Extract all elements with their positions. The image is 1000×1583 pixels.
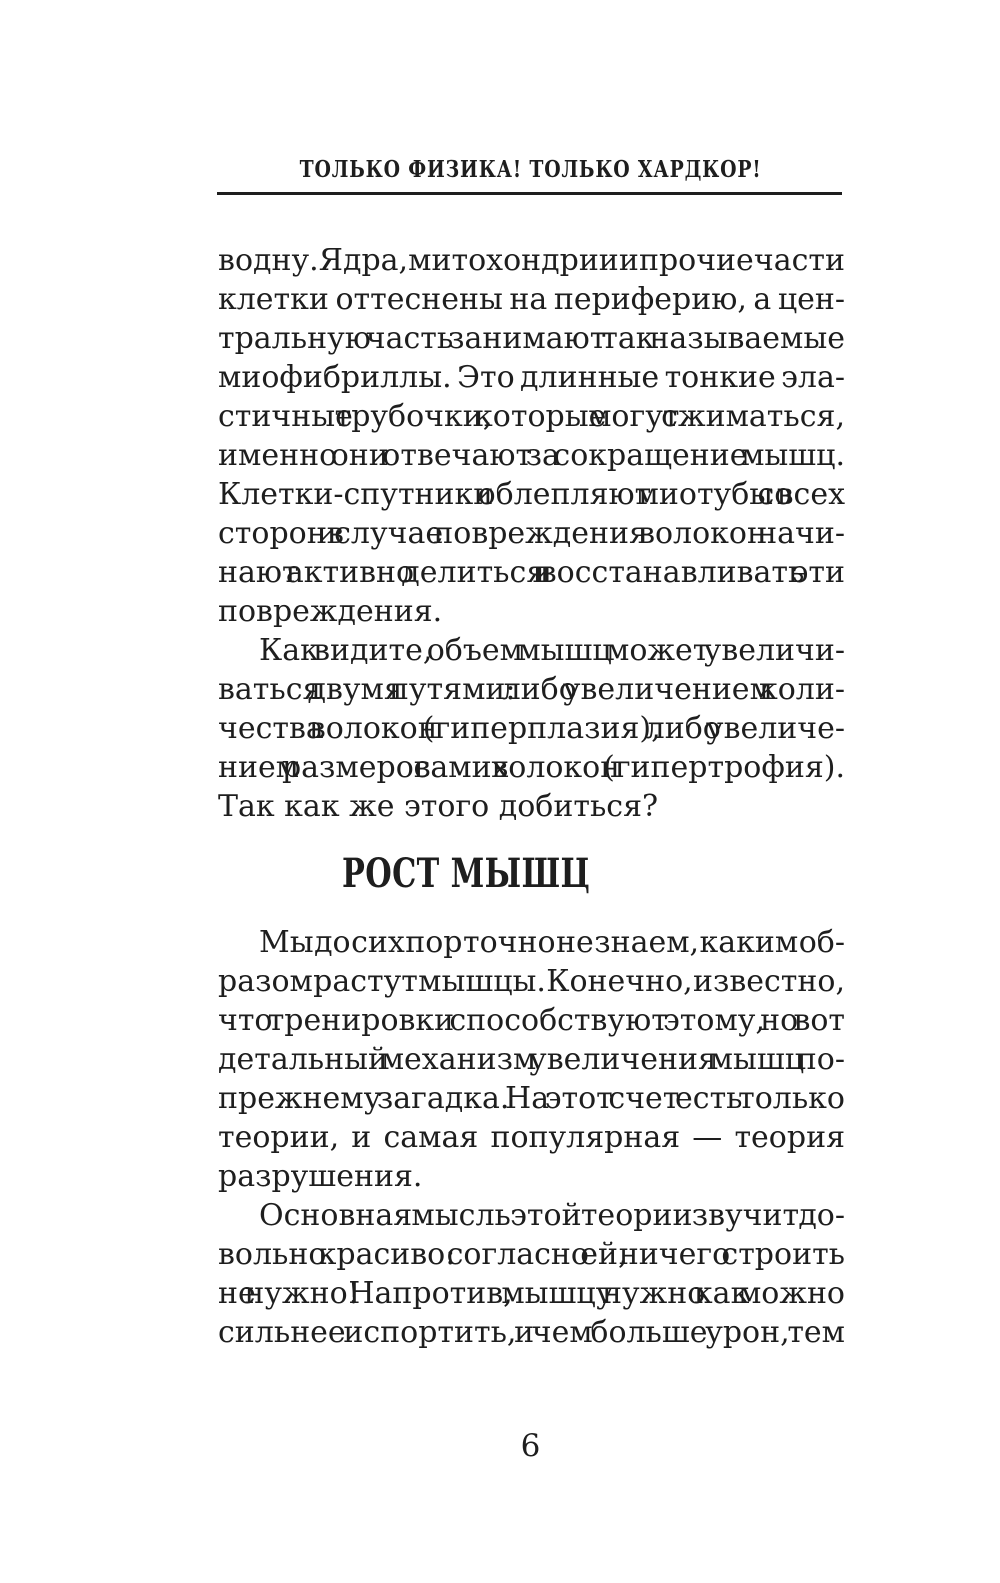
section-heading (342, 851, 845, 897)
page-number: 6 (520, 1428, 541, 1464)
text-line: теории, и самая популярная — теория (218, 1120, 845, 1155)
text-line: чества волокон (гиперплазия), либо увеличе- (218, 711, 845, 746)
paragraph (218, 1196, 845, 1352)
text-line: не нужно! Напротив, мышцу нужно как можно (218, 1276, 845, 1311)
section-heading-text: РОСТ МЫШЦ (342, 850, 591, 897)
text-line: клетки оттеснены на периферию, а цен- (218, 282, 845, 317)
text-line: Основная мысль этой теории звучит до- (259, 1198, 845, 1233)
text-line: Клетки-спутники облепляют миотубы со всех (218, 477, 845, 512)
text-line: ваться двумя путями: либо увеличением коли- (218, 672, 845, 707)
paragraph (218, 241, 845, 631)
text-line: в одну. Ядра, митохондрии и прочие части (218, 243, 845, 278)
text-line: сторон и в случае повреждения волокон начи- (218, 516, 845, 551)
running-header (218, 156, 843, 184)
running-header-text: ТОЛЬКО ФИЗИКА! ТОЛЬКО ХАРДКОР! (299, 156, 762, 183)
body-text (218, 241, 845, 1352)
text-line: разом растут мышцы. Конечно, известно, (218, 964, 845, 999)
text-line: Мы до сих пор точно не знаем, каким об- (259, 925, 845, 960)
text-line: стичные трубочки, которые могут сжиматься, (218, 399, 845, 434)
header-rule (217, 192, 842, 195)
text-line: детальный механизм увеличения мышц по- (218, 1042, 845, 1077)
text-line: сильнее испортить, и чем больше урон, тем (218, 1315, 845, 1350)
paragraph (218, 631, 845, 826)
text-line: нием размеров самих волокон (гипертрофия). (218, 750, 845, 785)
text-line: Так как же этого добиться? (218, 789, 659, 824)
text-line: что тренировки способствуют этому, но вот (218, 1003, 845, 1038)
text-line: миофибриллы. Это длинные тонкие эла- (218, 360, 845, 395)
text-line: именно они отвечают за сокращение мышц. (218, 438, 846, 473)
text-line: вольно красиво: согласно ей, ничего строить (218, 1237, 845, 1272)
text-line: разрушения. (218, 1159, 423, 1194)
text-line: тральную часть занимают так называемые (218, 321, 845, 356)
text-line: повреждения. (218, 594, 443, 629)
text-line: прежнему загадка. На этот счет есть только (218, 1081, 845, 1116)
text-line: нают активно делиться и восстанавливать эти (218, 555, 845, 590)
text-line: Как видите, объем мышц может увеличи- (259, 633, 845, 668)
paragraph (218, 923, 845, 1196)
